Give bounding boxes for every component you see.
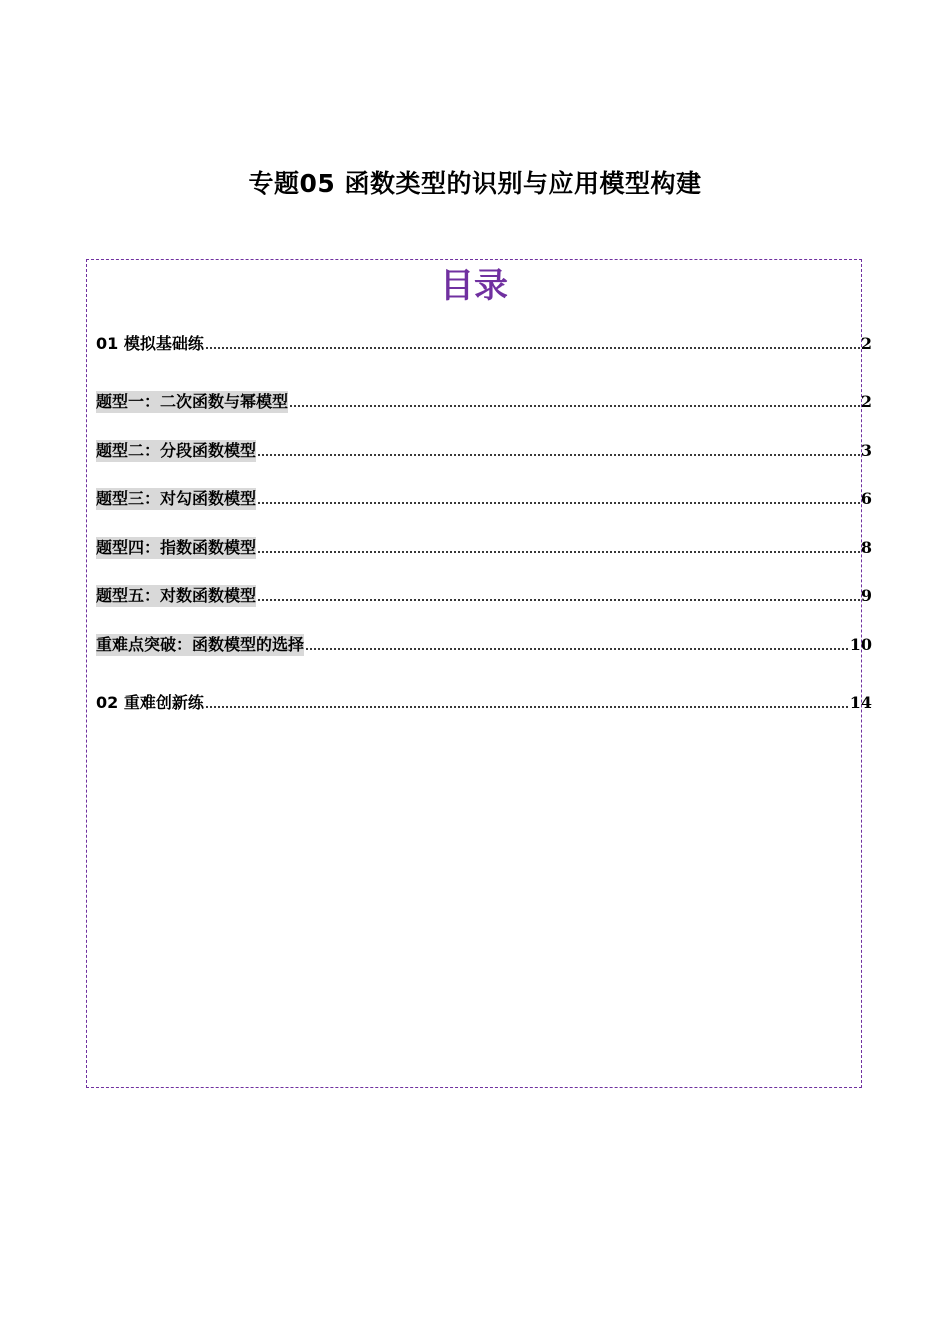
toc-entry-page[interactable]: 6 (860, 489, 872, 508)
toc-entry-type-2[interactable] (96, 440, 872, 462)
toc-entry-page[interactable]: 8 (860, 538, 872, 557)
toc-entry-type-4[interactable] (96, 537, 872, 559)
toc-entry-label[interactable]: 题型四：指数函数模型 (96, 538, 257, 557)
toc-entry-key-difficulty[interactable] (96, 634, 872, 656)
toc-entry-page[interactable]: 10 (849, 635, 872, 654)
toc-entry-label[interactable]: 题型二：分段函数模型 (96, 441, 257, 460)
toc-entry-label[interactable]: 题型一：二次函数与幂模型 (96, 392, 289, 411)
document-title: 专题05 函数类型的识别与应用模型构建 (248, 169, 702, 198)
toc-entry-label[interactable]: 02 重难创新练 (96, 693, 204, 712)
toc-entry-page[interactable]: 14 (849, 693, 872, 712)
toc-entry-label[interactable]: 题型五：对数函数模型 (96, 586, 257, 605)
toc-entry-page[interactable]: 3 (860, 441, 872, 460)
toc-entry-type-3[interactable] (96, 488, 872, 510)
toc-entry-page[interactable]: 2 (860, 392, 872, 411)
toc-entry-label[interactable]: 题型三：对勾函数模型 (96, 489, 257, 508)
toc-entry-innovation-practice[interactable] (96, 692, 872, 714)
toc-leader-dots (257, 550, 860, 554)
toc-frame (86, 259, 862, 1088)
toc-entry-page[interactable]: 2 (860, 334, 872, 353)
toc-entry-type-1[interactable] (96, 391, 872, 413)
toc-entry-label[interactable]: 重难点突破：函数模型的选择 (96, 635, 305, 654)
toc-leader-dots (305, 647, 849, 651)
toc-entry-basic-practice[interactable] (96, 333, 872, 355)
toc-entry-page[interactable]: 9 (860, 586, 872, 605)
toc-leader-dots (257, 501, 860, 505)
toc-leader-dots (205, 705, 849, 709)
toc-leader-dots (257, 453, 860, 457)
toc-leader-dots (205, 346, 860, 350)
toc-entry-type-5[interactable] (96, 585, 872, 607)
toc-heading: 目录 (440, 266, 508, 306)
toc-leader-dots (289, 404, 860, 408)
toc-leader-dots (257, 598, 860, 602)
toc-entry-label[interactable]: 01 模拟基础练 (96, 334, 204, 353)
